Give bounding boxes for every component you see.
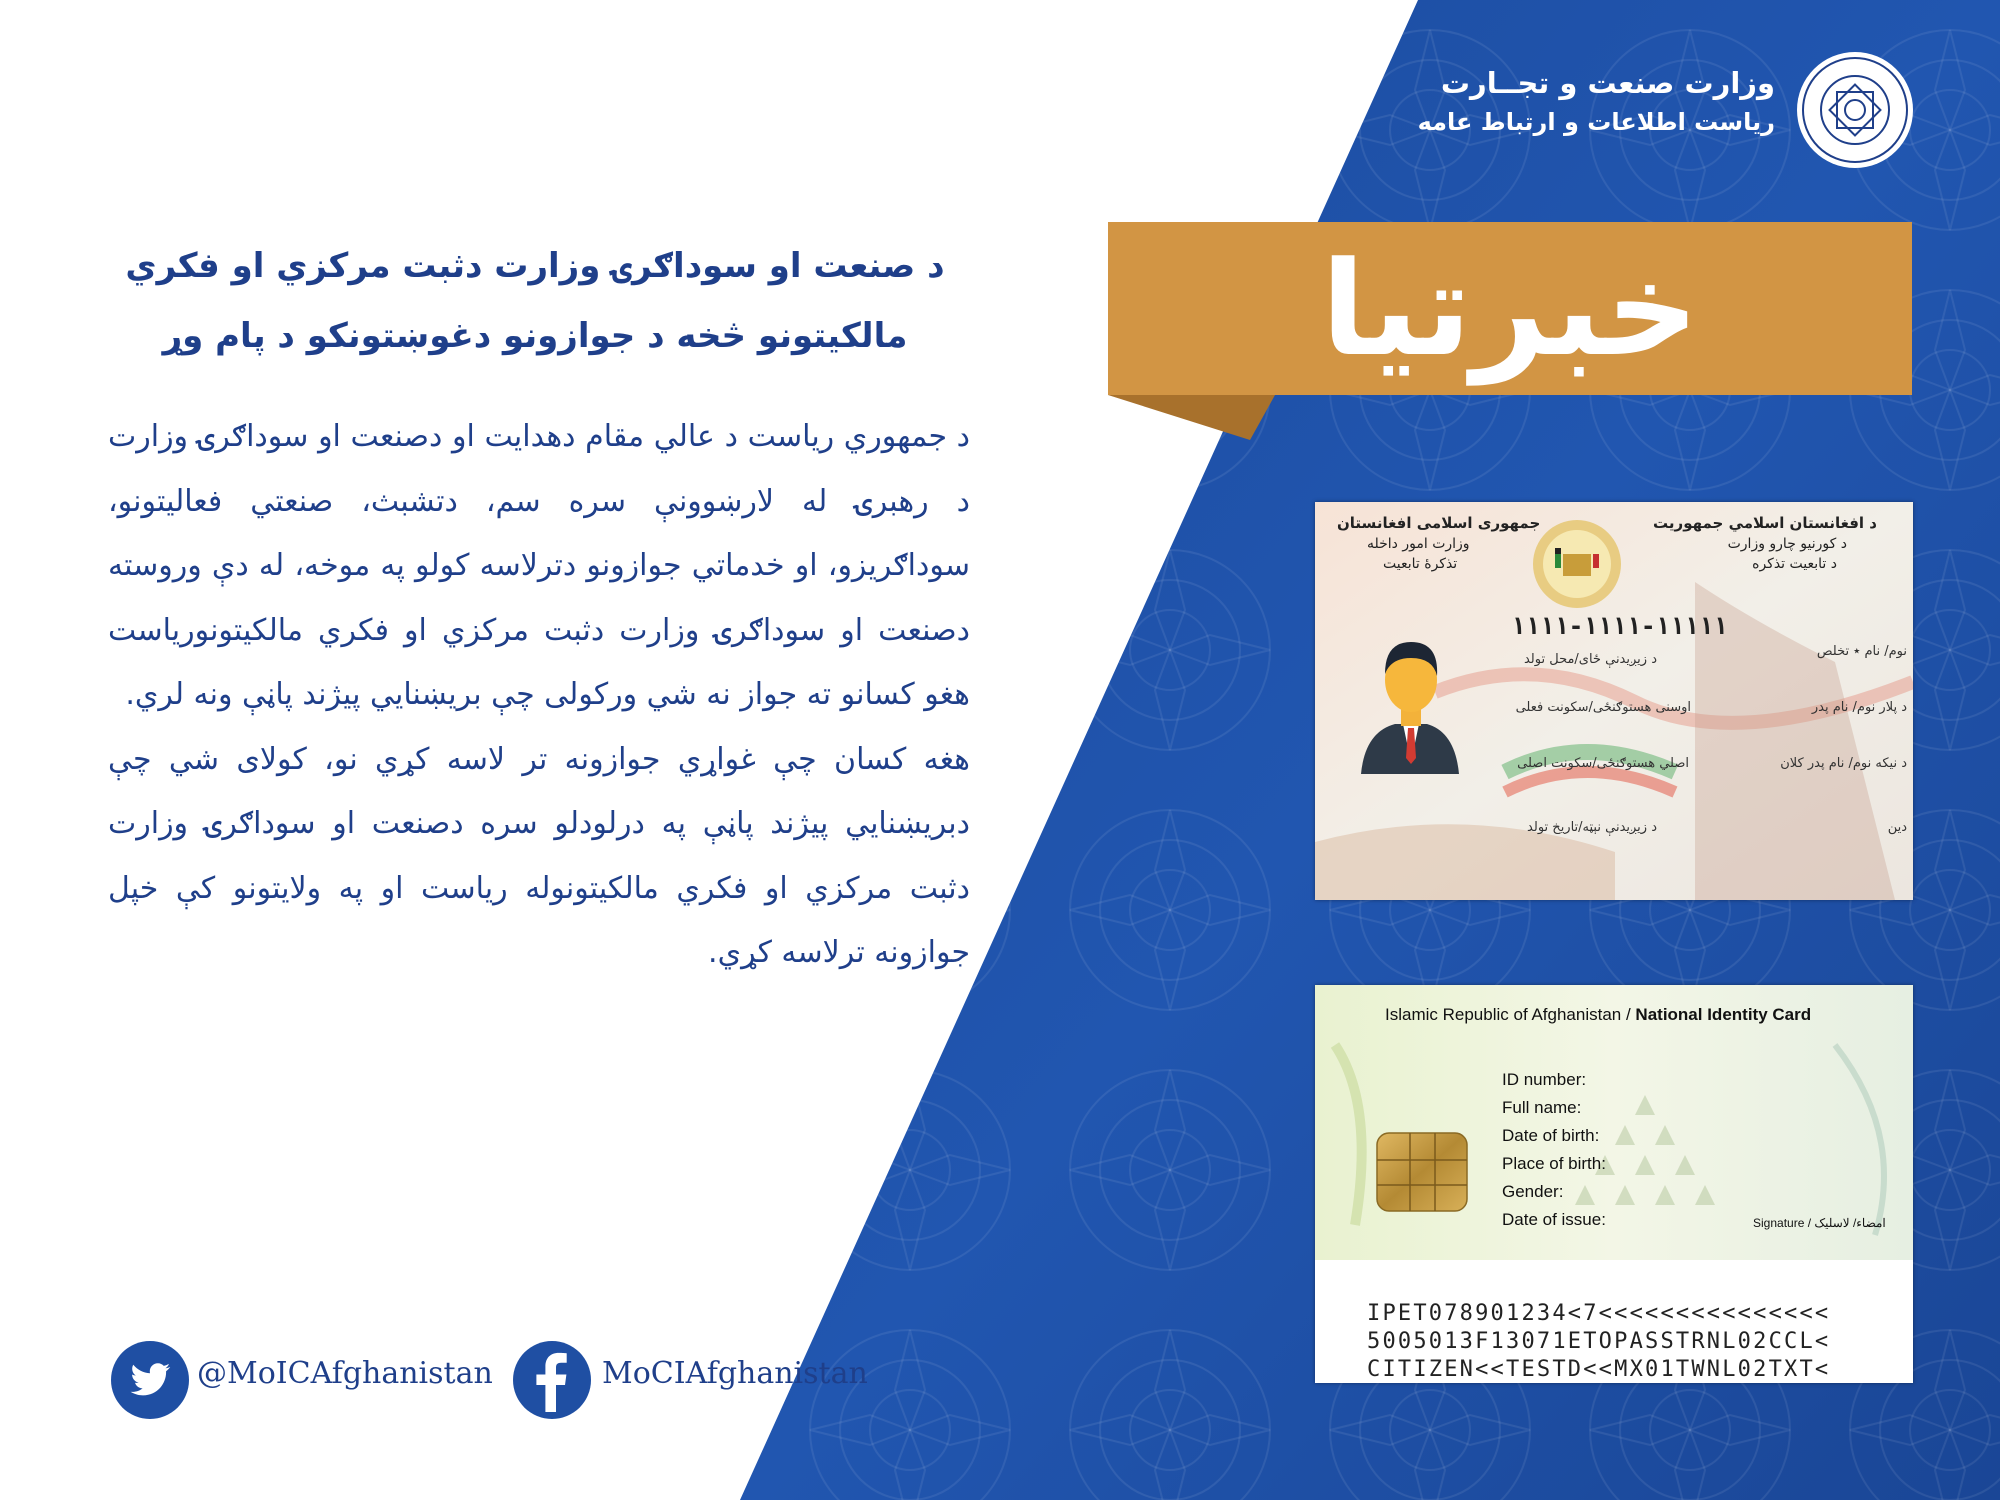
facebook-icon[interactable] <box>512 1340 592 1420</box>
ministry-seal-icon <box>1795 50 1915 170</box>
article-title-line2: مالکیتونو څخه د جوازونو دغوښتونکو د پام وړ <box>162 316 908 356</box>
card-header-right-3: د تابعيت تذکره <box>1752 556 1837 572</box>
card-field-origin: اصلي هستوګنځی/سکونت اصلی <box>1517 756 1689 771</box>
card-header-left-2: وزارت امور داخله <box>1367 536 1470 552</box>
card-field-residence: اوسنی هستوګنځی/سکونت فعلی <box>1515 700 1691 715</box>
card-header-right-1: د افغانستان اسلامي جمهوريت <box>1653 514 1877 532</box>
card-back-title-bold: National Identity Card <box>1635 1005 1812 1024</box>
card-back-date-of-birth: Date of birth: <box>1502 1126 1600 1145</box>
card-back-title <box>1385 1005 1811 1025</box>
card-header-left-1: جمهوری اسلامی افغانستان <box>1337 514 1541 532</box>
twitter-handle[interactable]: @MoICAfghanistan <box>197 1356 493 1391</box>
id-card-front <box>1315 502 1913 900</box>
card-back-date-of-issue: Date of issue: <box>1502 1210 1606 1229</box>
ministry-header <box>1418 62 1775 140</box>
card-header-right-2: د کورنيو چارو وزارت <box>1727 536 1847 552</box>
mrz-line-1: IPET078901234<7<<<<<<<<<<<<<<< <box>1367 1301 1831 1326</box>
mrz-line-2: 5005013F13071ETOPASSTRNL02CCL< <box>1367 1329 1831 1354</box>
id-card-back <box>1315 985 1913 1383</box>
card-back-place-of-birth: Place of birth: <box>1502 1154 1606 1173</box>
department-name: ریاست اطلاعات و ارتباط عامه <box>1417 108 1775 136</box>
article-body <box>108 405 970 986</box>
card-field-birthdate: د زيږيدنې نېټه/تاريخ تولد <box>1527 820 1657 835</box>
card-back-signature-label: Signature / امضاء/ لاسليک <box>1753 1216 1886 1230</box>
twitter-icon[interactable] <box>110 1340 190 1420</box>
sim-chip-icon <box>1377 1133 1467 1211</box>
mrz-line-3: CITIZEN<<TESTD<<MX01TWNL02TXT< <box>1367 1357 1831 1382</box>
card-id-number: ۱۱۱۱-۱۱۱۱-۱۱۱۱۱ <box>1511 612 1728 640</box>
news-banner: خبرتیا <box>1320 232 1700 385</box>
card-header-left-3: تذکرهٔ تابعيت <box>1383 556 1458 572</box>
card-back-gender: Gender: <box>1502 1182 1564 1201</box>
afghanistan-emblem-icon <box>1533 520 1621 608</box>
article-paragraph-1: د جمهوري رياست د عالي مقام دهدايت او دصنعت او سوداګرۍ وزارت د رهبرۍ له لارښوونې سره سم، دتشبث، صنعتي فعاليتونو، سوداګريزو، او خدماتي جوازونو دترلاسه کولو په موخه، له دې وروسته دصنعت او سوداګرۍ وزارت دثبت مرکزي او فکري مالکيتونورياست هغو کسانو ته جواز نه شي ورکولی چې بريښنايي پيژند پاڼې ونه لري. <box>108 419 970 712</box>
card-field-birthplace: د زيږيدنې ځای/محل تولد <box>1523 652 1657 667</box>
card-back-full-name: Full name: <box>1502 1098 1582 1117</box>
article-title-line1: د صنعت او سوداګرۍ وزارت دثبت مرکزي او فکري <box>125 246 945 286</box>
card-back-id-number: ID number: <box>1502 1070 1587 1089</box>
facebook-handle[interactable]: MoCIAfghanistan <box>602 1356 868 1391</box>
ministry-name: وزارت صنعت و تجــارت <box>1440 66 1775 100</box>
card-field-grandfather: د نيکه نوم/ نام پدر کلان <box>1780 756 1907 771</box>
card-field-name: نوم/ نام ٭ تخلص <box>1816 644 1907 659</box>
card-back-title-plain: Islamic Republic of Afghanistan / <box>1385 1005 1636 1024</box>
article-paragraph-2: هغه کسان چې غواړي جوازونه تر لاسه کړي نو، کولای شي چې دبريښنايي پيژند پاڼې په درلودلو سره دصنعت او سوداګرۍ وزارت دثبت مرکزي او فکري مالکيتونوله رياست او په ولايتونو کې خپل جوازونه ترلاسه کړي. <box>108 741 970 970</box>
card-field-father: د پلار نوم/ نام پدر <box>1811 700 1907 715</box>
card-field-religion: دين <box>1887 820 1907 835</box>
